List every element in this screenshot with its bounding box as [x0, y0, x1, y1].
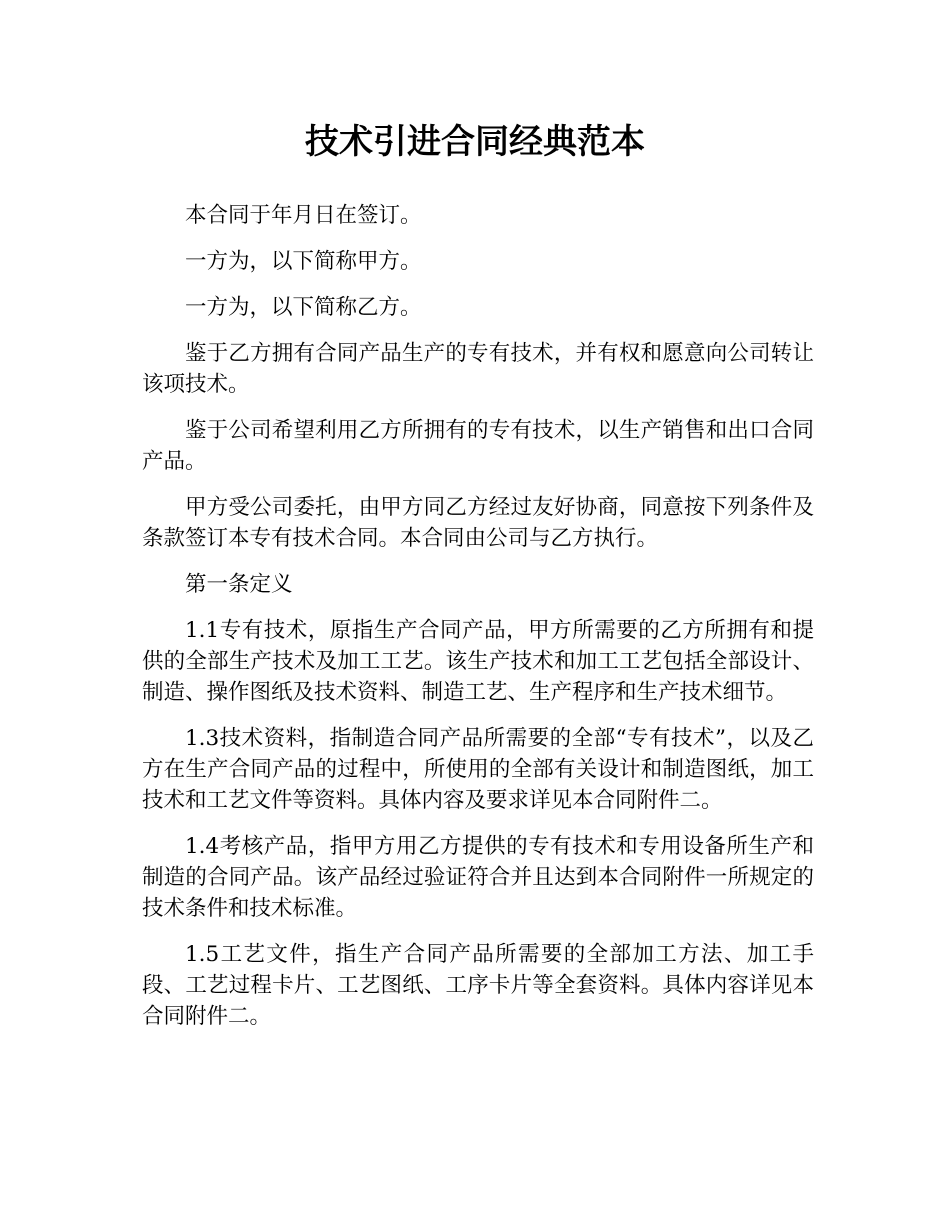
- document-body: [142, 200, 814, 1047]
- section-heading-1: 第一条定义: [185, 572, 293, 597]
- paragraph-1: 本合同于年月日在签订。: [185, 203, 422, 228]
- clause-1-5: 1.5工艺文件，指生产合同产品所需要的全部加工方法、加工手段、工艺过程卡片、工艺图纸、工序卡片等全套资料。具体内容详见本合同附件二。: [142, 942, 814, 1029]
- paragraph-2: 一方为，以下简称甲方。: [185, 249, 422, 274]
- paragraph-5: 鉴于公司希望利用乙方所拥有的专有技术，以生产销售和出口合同产品。: [142, 418, 814, 474]
- clause-1-3: 1.3技术资料，指制造合同产品所需要的全部“专有技术”，以及乙方在生产合同产品的过程中，所使用的全部有关设计和制造图纸，加工技术和工艺文件等资料。具体内容及要求详见本合同附件二。: [142, 726, 814, 813]
- clause-1-1: 1.1专有技术，原指生产合同产品，甲方所需要的乙方所拥有和提供的全部生产技术及加工工艺。该生产技术和加工工艺包括全部设计、制造、操作图纸及技术资料、制造工艺、生产程序和生产技术细节。: [142, 618, 814, 705]
- paragraph-3: 一方为，以下简称乙方。: [185, 295, 422, 320]
- clause-1-4: 1.4考核产品，指甲方用乙方提供的专有技术和专用设备所生产和制造的合同产品。该产品经过验证符合并且达到本合同附件一所规定的技术条件和技术标准。: [142, 834, 814, 921]
- paragraph-6: 甲方受公司委托，由甲方同乙方经过友好协商，同意按下列条件及条款签订本专有技术合同。本合同由公司与乙方执行。: [142, 495, 814, 551]
- document-title: 技术引进合同经典范本: [305, 122, 645, 162]
- paragraph-4: 鉴于乙方拥有合同产品生产的专有技术，并有权和愿意向公司转让该项技术。: [142, 341, 814, 397]
